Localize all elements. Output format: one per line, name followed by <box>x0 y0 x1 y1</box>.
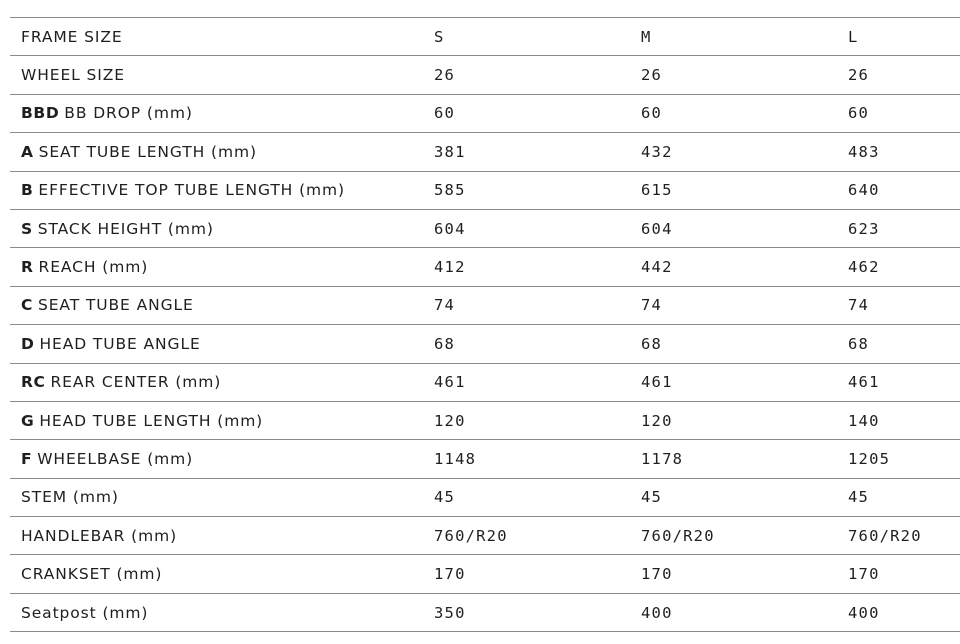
table-row <box>10 401 960 439</box>
size-s-value: 1148 <box>434 449 477 468</box>
size-l-value-cell <box>848 94 960 132</box>
size-m-value-cell <box>641 593 848 631</box>
measurement-code: R <box>21 258 34 277</box>
size-m-value-cell <box>641 209 848 247</box>
measurement-label: REACH (mm) <box>38 258 149 277</box>
size-s-value: 68 <box>434 334 456 353</box>
size-l-value: 461 <box>848 373 880 392</box>
row-label-cell <box>10 363 434 401</box>
size-l-value: 140 <box>848 411 880 430</box>
geometry-table <box>10 17 960 632</box>
measurement-label: SEAT TUBE ANGLE <box>37 296 194 315</box>
size-l-value-cell <box>848 248 960 286</box>
row-label-cell <box>10 517 434 555</box>
table-row <box>10 209 960 247</box>
size-m-value: 1178 <box>641 449 684 468</box>
size-l-value: 640 <box>848 181 880 200</box>
measurement-label: FRAME SIZE <box>21 27 123 46</box>
size-m-value: 68 <box>641 334 663 353</box>
measurement-code: F <box>21 449 33 468</box>
geometry-table-body <box>10 18 960 632</box>
size-s-value-cell <box>434 171 641 209</box>
row-label-cell <box>10 171 434 209</box>
measurement-label: CRANKSET (mm) <box>21 565 163 584</box>
size-s-value: 170 <box>434 565 466 584</box>
size-m-value: 461 <box>641 373 673 392</box>
size-m-value-cell <box>641 440 848 478</box>
measurement-label: WHEEL SIZE <box>21 66 125 85</box>
size-s-value-cell <box>434 440 641 478</box>
size-s-value-cell <box>434 286 641 324</box>
size-m-value: 170 <box>641 565 673 584</box>
row-label-cell <box>10 133 434 171</box>
size-m-value: 442 <box>641 258 673 277</box>
size-l-value: 74 <box>848 296 870 315</box>
size-m-value: 400 <box>641 603 673 622</box>
size-s-value-cell <box>434 593 641 631</box>
size-s-value: 381 <box>434 142 466 161</box>
measurement-label: EFFECTIVE TOP TUBE LENGTH (mm) <box>38 181 345 200</box>
measurement-code: RC <box>21 373 46 392</box>
table-row <box>10 171 960 209</box>
size-s-value: 60 <box>434 104 456 123</box>
size-s-value-cell <box>434 18 641 56</box>
size-l-value: 623 <box>848 219 880 238</box>
size-s-value-cell <box>434 94 641 132</box>
row-label-cell <box>10 593 434 631</box>
size-l-value: 26 <box>848 66 870 85</box>
size-m-value-cell <box>641 18 848 56</box>
size-s-value: 350 <box>434 603 466 622</box>
size-l-value-cell <box>848 517 960 555</box>
table-row <box>10 56 960 94</box>
size-s-value: 604 <box>434 219 466 238</box>
row-label-cell <box>10 209 434 247</box>
measurement-label: HEAD TUBE LENGTH (mm) <box>39 411 264 430</box>
size-s-value-cell <box>434 555 641 593</box>
size-m-value-cell <box>641 517 848 555</box>
size-l-value-cell <box>848 555 960 593</box>
size-m-value: 45 <box>641 488 663 507</box>
size-l-value: 483 <box>848 142 880 161</box>
row-label-cell <box>10 18 434 56</box>
size-s-value: 120 <box>434 411 466 430</box>
size-m-value: 432 <box>641 142 673 161</box>
measurement-code: A <box>21 142 34 161</box>
size-l-value-cell <box>848 171 960 209</box>
size-m-value-cell <box>641 555 848 593</box>
measurement-label: STACK HEIGHT (mm) <box>37 219 214 238</box>
size-s-value: 412 <box>434 258 466 277</box>
table-row <box>10 325 960 363</box>
size-s-value-cell <box>434 325 641 363</box>
size-s-value-cell <box>434 209 641 247</box>
measurement-label: REAR CENTER (mm) <box>50 373 222 392</box>
size-m-value: 615 <box>641 181 673 200</box>
size-l-value: L <box>848 27 859 46</box>
measurement-label: SEAT TUBE LENGTH (mm) <box>38 142 257 161</box>
table-row <box>10 18 960 56</box>
size-l-value: 1205 <box>848 449 891 468</box>
table-row <box>10 363 960 401</box>
table-row <box>10 517 960 555</box>
measurement-code: B <box>21 181 34 200</box>
size-s-value-cell <box>434 478 641 516</box>
size-m-value-cell <box>641 56 848 94</box>
size-m-value: 760/R20 <box>641 526 715 545</box>
table-row <box>10 555 960 593</box>
size-m-value: M <box>641 27 652 46</box>
table-row <box>10 248 960 286</box>
table-row <box>10 286 960 324</box>
measurement-label: HEAD TUBE ANGLE <box>39 334 201 353</box>
size-l-value: 68 <box>848 334 870 353</box>
size-s-value: 760/R20 <box>434 526 508 545</box>
row-label-cell <box>10 555 434 593</box>
row-label-cell <box>10 440 434 478</box>
row-label-cell <box>10 56 434 94</box>
size-m-value-cell <box>641 94 848 132</box>
measurement-code: D <box>21 334 35 353</box>
measurement-code: S <box>21 219 33 238</box>
size-m-value: 74 <box>641 296 663 315</box>
size-m-value-cell <box>641 133 848 171</box>
size-l-value-cell <box>848 133 960 171</box>
size-l-value-cell <box>848 401 960 439</box>
measurement-code: C <box>21 296 33 315</box>
size-l-value: 400 <box>848 603 880 622</box>
size-m-value-cell <box>641 248 848 286</box>
size-l-value-cell <box>848 363 960 401</box>
size-l-value-cell <box>848 209 960 247</box>
size-l-value-cell <box>848 593 960 631</box>
size-s-value: 45 <box>434 488 456 507</box>
size-m-value-cell <box>641 478 848 516</box>
size-l-value: 60 <box>848 104 870 123</box>
size-s-value: 26 <box>434 66 456 85</box>
row-label-cell <box>10 401 434 439</box>
size-l-value-cell <box>848 478 960 516</box>
size-s-value-cell <box>434 517 641 555</box>
size-l-value-cell <box>848 18 960 56</box>
size-s-value: 74 <box>434 296 456 315</box>
measurement-code: BBD <box>21 104 60 123</box>
size-l-value: 462 <box>848 258 880 277</box>
measurement-label: BB DROP (mm) <box>64 104 193 123</box>
table-row <box>10 593 960 631</box>
size-m-value-cell <box>641 286 848 324</box>
table-row <box>10 440 960 478</box>
size-m-value: 60 <box>641 104 663 123</box>
size-s-value: S <box>434 27 445 46</box>
measurement-label: WHEELBASE (mm) <box>37 449 194 468</box>
measurement-label: STEM (mm) <box>21 488 119 507</box>
table-row <box>10 478 960 516</box>
size-l-value-cell <box>848 440 960 478</box>
measurement-code: G <box>21 411 35 430</box>
size-m-value-cell <box>641 325 848 363</box>
size-l-value-cell <box>848 56 960 94</box>
row-label-cell <box>10 478 434 516</box>
row-label-cell <box>10 248 434 286</box>
size-l-value-cell <box>848 325 960 363</box>
size-s-value-cell <box>434 56 641 94</box>
size-s-value-cell <box>434 248 641 286</box>
table-row <box>10 94 960 132</box>
size-l-value: 760/R20 <box>848 526 922 545</box>
size-m-value-cell <box>641 401 848 439</box>
size-s-value-cell <box>434 363 641 401</box>
size-s-value-cell <box>434 401 641 439</box>
measurement-label: Seatpost (mm) <box>21 603 149 622</box>
size-m-value: 604 <box>641 219 673 238</box>
size-s-value-cell <box>434 133 641 171</box>
size-m-value: 26 <box>641 66 663 85</box>
size-m-value-cell <box>641 171 848 209</box>
row-label-cell <box>10 286 434 324</box>
size-m-value: 120 <box>641 411 673 430</box>
size-s-value: 461 <box>434 373 466 392</box>
size-l-value: 45 <box>848 488 870 507</box>
size-l-value: 170 <box>848 565 880 584</box>
measurement-label: HANDLEBAR (mm) <box>21 526 178 545</box>
row-label-cell <box>10 94 434 132</box>
size-m-value-cell <box>641 363 848 401</box>
table-row <box>10 133 960 171</box>
size-s-value: 585 <box>434 181 466 200</box>
size-l-value-cell <box>848 286 960 324</box>
row-label-cell <box>10 325 434 363</box>
